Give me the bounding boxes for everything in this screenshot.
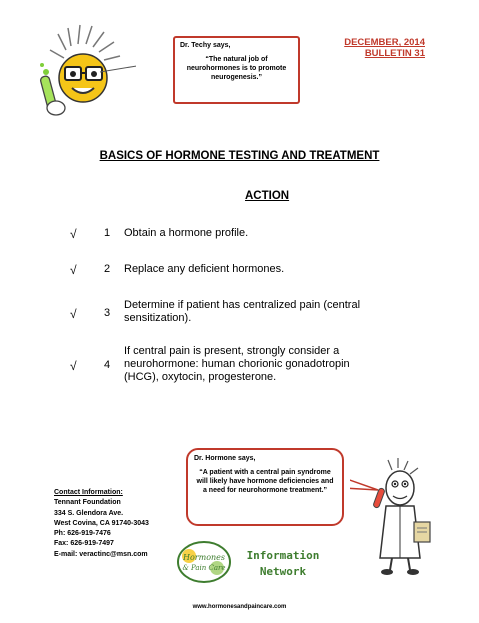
action-number: 1 <box>104 227 111 239</box>
contact-info <box>54 488 149 560</box>
check-icon: √ <box>70 227 77 241</box>
dr-hormone-mascot-icon <box>350 458 450 578</box>
logo-line-2: & Pain Care <box>182 564 226 572</box>
network-line-2: Network <box>259 565 307 578</box>
network-line-1: Information <box>246 549 320 562</box>
page-title: BASICS OF HORMONE TESTING AND TREATMENT <box>99 150 380 162</box>
check-icon: √ <box>70 307 77 321</box>
contact-heading: Contact Information: <box>54 489 123 496</box>
dr-techy-quote-box <box>173 36 300 104</box>
logo-line-1: Hormones <box>182 553 226 562</box>
issue-date: DECEMBER, 2014 <box>344 37 425 48</box>
action-number: 2 <box>104 263 111 275</box>
contact-org: Tennant Foundation <box>54 499 121 507</box>
issue-info <box>344 37 425 59</box>
check-icon: √ <box>70 359 77 373</box>
issue-number: BULLETIN 31 <box>364 48 425 59</box>
dr-hormone-quote-box <box>186 448 344 526</box>
action-text: Determine if patient has centralized pain (central sensitization). <box>124 299 361 324</box>
contact-fax: Fax: 626-919-7497 <box>54 540 114 548</box>
contact-address-line-1: 334 S. Glendora Ave. <box>54 509 124 517</box>
hormones-pain-care-logo-icon <box>175 538 233 586</box>
dr-hormone-quote: “A patient with a central pain syndrome will likely have hormone deficiencies and a need for neurohormone treatment.” <box>196 469 334 494</box>
information-network-wordmark <box>237 548 329 580</box>
dr-techy-quote: “The natural job of neurohormones is to promote neurogenesis.” <box>186 56 287 81</box>
action-number: 3 <box>104 307 111 319</box>
contact-email: E-mail: veractinc@msn.com <box>54 550 148 558</box>
action-number: 4 <box>104 359 111 371</box>
action-text: Obtain a hormone profile. <box>124 227 249 239</box>
contact-address-line-2: West Covina, CA 91740-3043 <box>54 519 149 527</box>
dr-techy-mascot-icon <box>36 20 136 130</box>
contact-phone: Ph: 626-919-7476 <box>54 530 111 538</box>
action-heading: ACTION <box>245 190 290 202</box>
dr-techy-speaker: Dr. Techy says, <box>180 42 231 49</box>
dr-hormone-speaker: Dr. Hormone says, <box>194 455 256 462</box>
check-icon: √ <box>70 263 77 277</box>
action-text: If central pain is present, strongly consider a neurohormone: human chorionic gonadotropin (HCG), oxytocin, progesterone. <box>124 345 350 383</box>
website-link[interactable]: www.hormonesandpaincare.com <box>192 604 287 610</box>
action-text: Replace any deficient hormones. <box>124 263 285 275</box>
